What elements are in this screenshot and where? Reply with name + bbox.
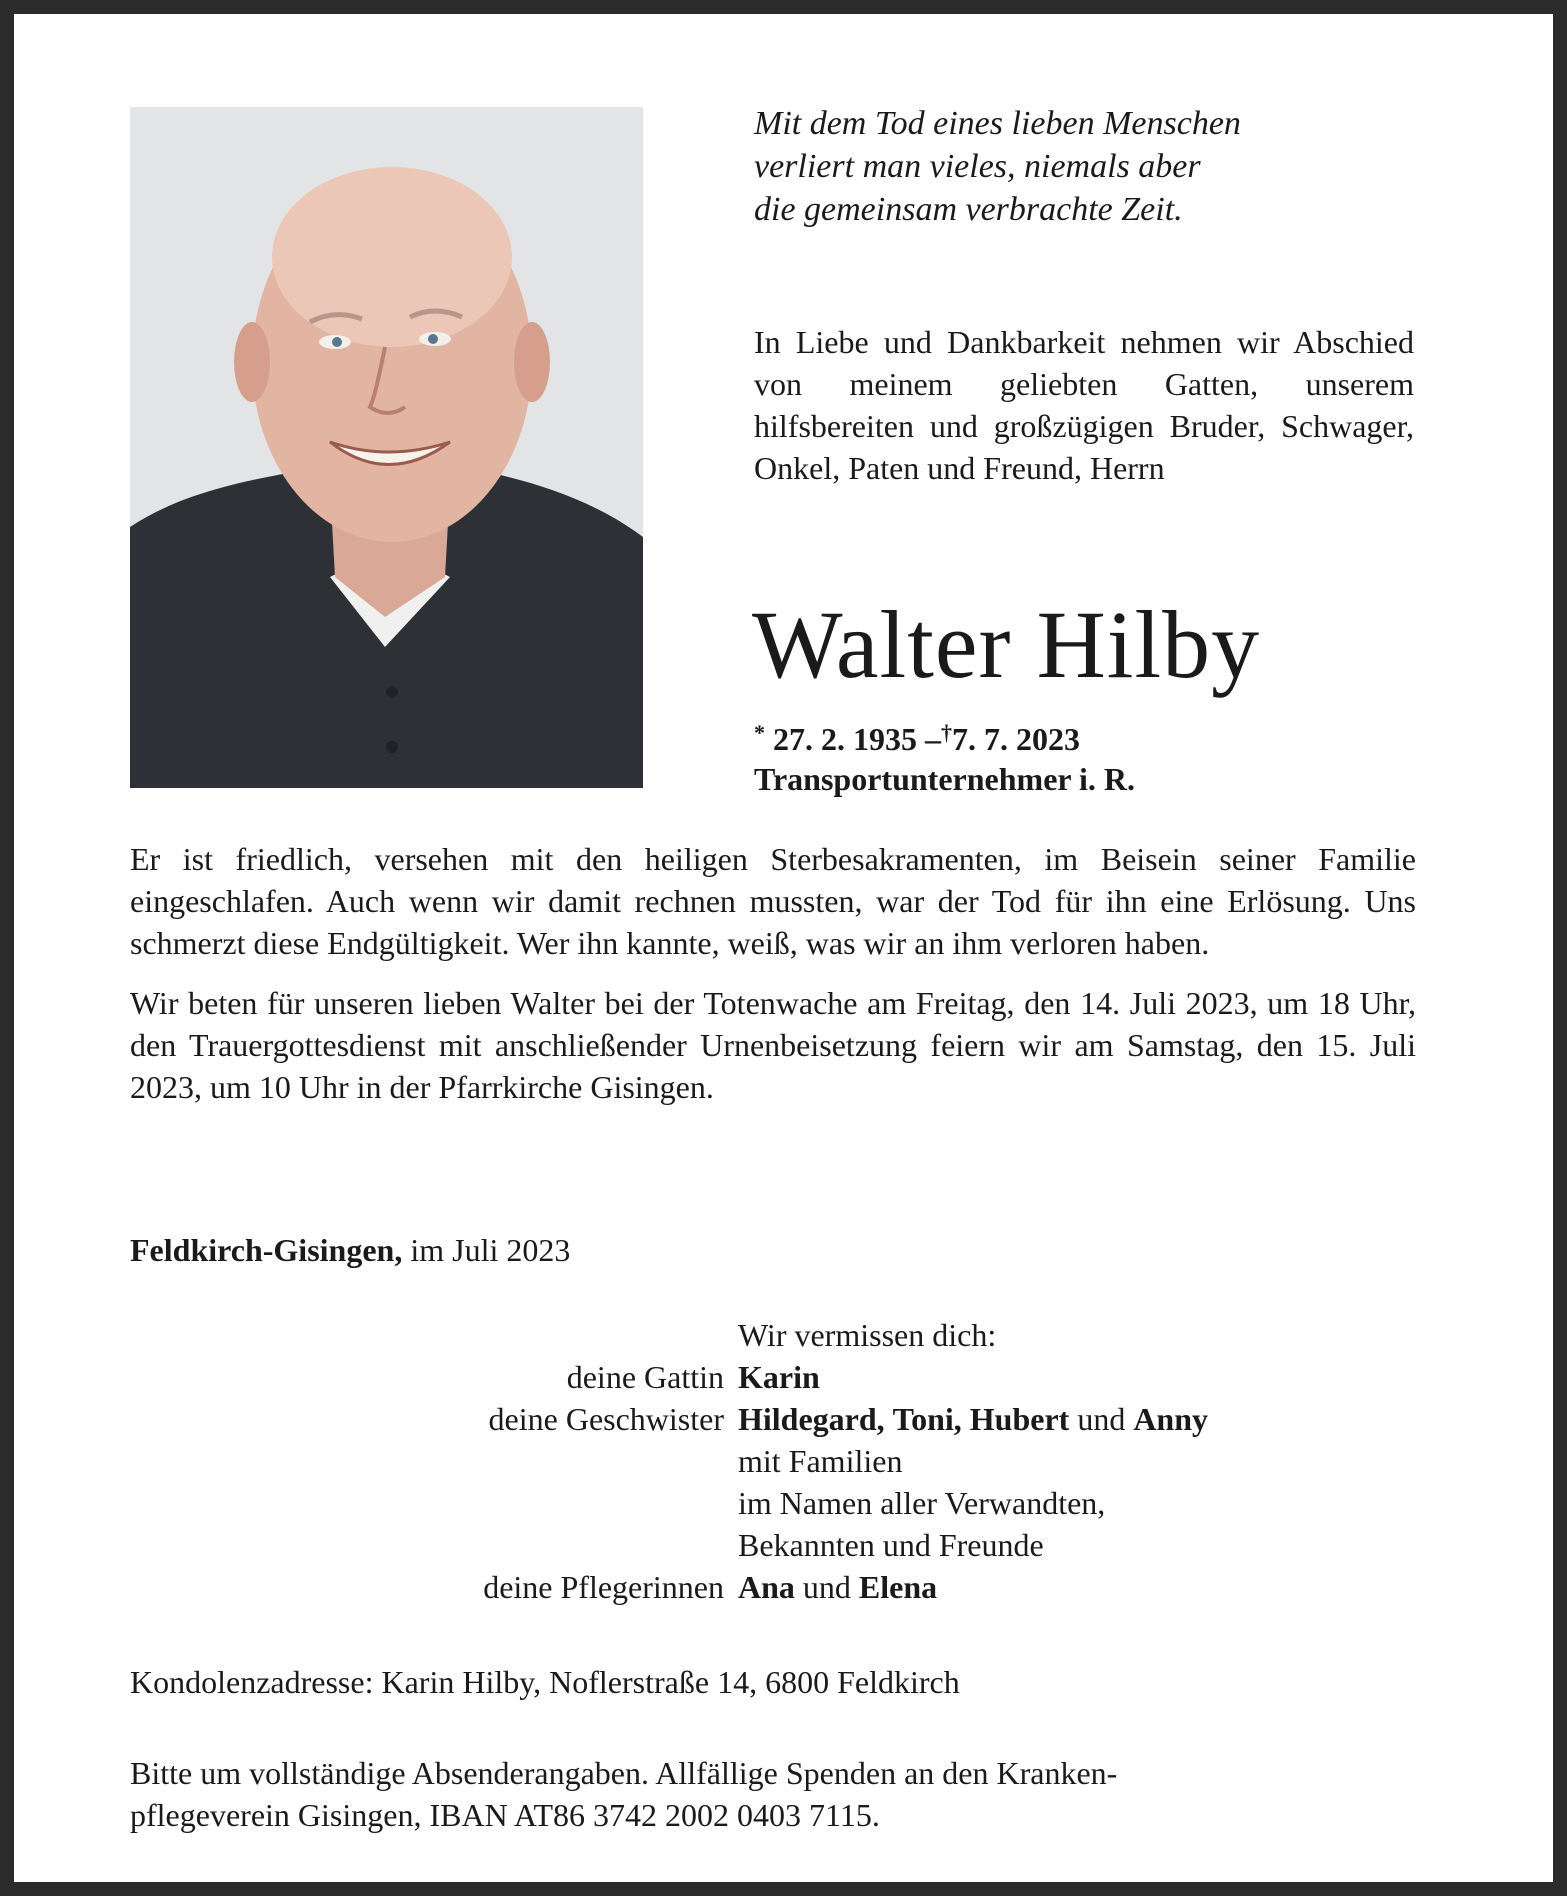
life-dates	[754, 713, 1135, 799]
deceased-name: Walter Hilby	[752, 591, 1261, 698]
place-location: Feldkirch-Gisingen,	[130, 1232, 403, 1268]
conjunction: und	[802, 1569, 851, 1605]
birth-date: 27. 2. 1935	[773, 721, 917, 757]
death-symbol: †	[941, 720, 952, 745]
conjunction: und	[1077, 1401, 1126, 1437]
donation-line: pflegeverein Gisingen, IBAN AT86 3742 2002 0403 7115.	[130, 1797, 880, 1833]
relatives-line: im Namen aller Verwandten,	[738, 1485, 1106, 1521]
place-date: im Juli 2023	[410, 1232, 571, 1268]
quote-line: die gemeinsam verbrachte Zeit.	[754, 191, 1183, 228]
portrait-photo	[130, 107, 643, 788]
survivors-list	[130, 1314, 1530, 1608]
spouse-name: Karin	[738, 1359, 820, 1395]
obituary-page	[14, 14, 1553, 1882]
donation-line: Bitte um vollständige Absenderangaben. Allfällige Spenden an den Kranken-	[130, 1755, 1118, 1791]
carers-relation: deine Pflegerinnen	[483, 1569, 724, 1605]
carer-name: Ana	[738, 1569, 795, 1605]
death-date: 7. 7. 2023	[952, 721, 1080, 757]
place-date-line	[130, 1229, 570, 1271]
spouse-relation: deine Gattin	[566, 1359, 724, 1395]
siblings-relation: deine Geschwister	[488, 1401, 724, 1437]
relatives-line: Bekannten und Freunde	[738, 1527, 1044, 1563]
sibling-name: Anny	[1133, 1401, 1209, 1437]
birth-symbol: *	[754, 720, 765, 745]
memorial-quote	[754, 102, 1514, 231]
farewell-intro: In Liebe und Dankbarkeit nehmen wir Abschied von meinem geliebten Gatten, unserem hilfsbereiten und großzügigen Bruder, Schwager, Onkel, Paten und Freund, Herrn	[754, 324, 1414, 486]
service-paragraph: Wir beten für unseren lieben Walter bei der Totenwache am Freitag, den 14. Juli 2023, um 18 Uhr, den Trauergottesdienst mit anschließender Urnenbeisetzung feiern wir am Samstag, den 15. Juli 2023, um 10 Uhr in der Pfarrkirche Gisingen.	[130, 985, 1416, 1105]
sibling-name: Hubert	[969, 1401, 1070, 1437]
quote-line: verliert man vieles, niemals aber	[754, 148, 1201, 185]
sibling-name: Toni,	[892, 1401, 962, 1437]
quote-line: Mit dem Tod eines lieben Menschen	[754, 105, 1241, 142]
with-families: mit Familien	[738, 1443, 903, 1479]
sibling-name: Hildegard,	[738, 1401, 885, 1437]
date-separator: –	[925, 721, 941, 757]
carer-name: Elena	[858, 1569, 938, 1605]
body-paragraph: Er ist friedlich, versehen mit den heiligen Sterbesakramenten, im Beisein seiner Familie eingeschlafen. Auch wenn wir damit rechnen mussten, war der Tod für ihn eine Erlösung. Uns schmerzt diese Endgültigkeit. Wer ihn kannte, weiß, was wir an ihm verloren haben.	[130, 841, 1416, 961]
donation-note	[130, 1752, 1420, 1836]
condolence-address: Kondolenzadresse: Karin Hilby, Noflerstraße 14, 6800 Feldkirch	[130, 1664, 960, 1700]
survivors-heading: Wir vermissen dich:	[738, 1317, 997, 1353]
obituary-body	[130, 838, 1416, 1126]
occupation: Transportunternehmer i. R.	[754, 761, 1136, 797]
